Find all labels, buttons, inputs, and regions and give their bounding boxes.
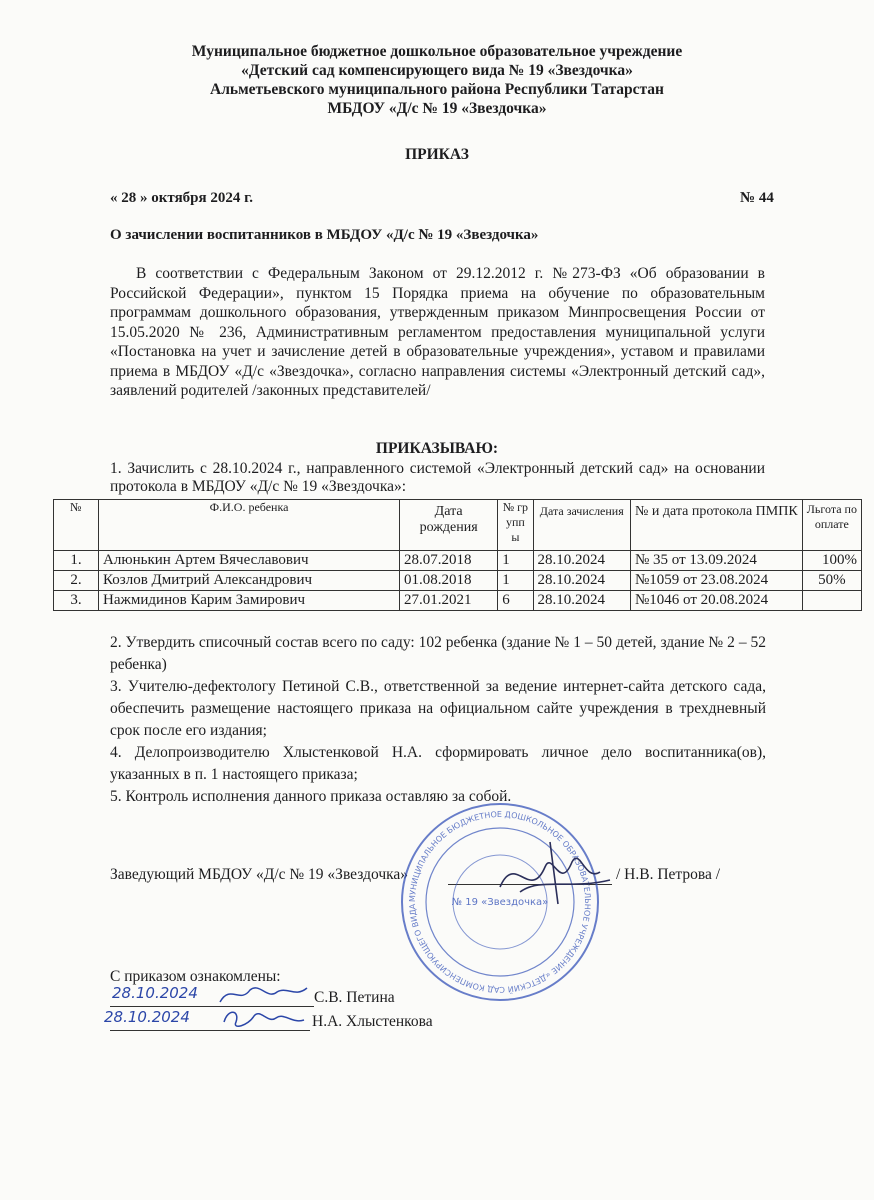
enrollment-table [53, 499, 862, 611]
group-number: 1 [498, 571, 533, 591]
header-line: МБДОУ «Д/с № 19 «Звездочка» [327, 100, 547, 117]
payment-benefit: 50% [802, 571, 861, 591]
column-header: № [54, 500, 99, 551]
table-row [54, 591, 862, 611]
stamp-ring-text: МУНИЦИПАЛЬНОЕ БЮДЖЕТНОЕ ДОШКОЛЬНОЕ ОБРАЗОВАТЕЛЬНОЕ УЧРЕЖДЕНИЕ «ДЕТСКИЙ САД КОМПЕНСИРУЮЩЕГО ВИДА [407, 809, 593, 995]
pmpk-protocol: № 35 от 13.09.2024 [630, 551, 802, 571]
pmpk-protocol: №1046 от 20.08.2024 [630, 591, 802, 611]
document-title: ПРИКАЗ [405, 146, 469, 163]
ack-person-name: Н.А. Хлыстенкова [312, 1013, 433, 1030]
order-basis: В соответствии с Федеральным Законом от 29.12.2012 г. №273-ФЗ «Об образовании в Российской Федерации», пунктом 15 Порядка приема на обучение по образовательным программам дошкольного образования, утвержденным приказом Минпросвещения России от 15.05.2020 № 236, Административным регламентом предоставления муниципальной услуги «Постановка на учет и зачисление детей в образовательные учреждения», уставом и правилами приема в МБДОУ «Д/с «Звездочка», согласно направления системы «Электронный детский сад», заявлений родителей /законных представителей/ [110, 265, 765, 399]
order-subject: О зачислении воспитанников в МБДОУ «Д/с № 19 «Звездочка» [110, 227, 539, 243]
order-date: « 28 » октября 2024 г. [110, 190, 254, 206]
order-number: № 44 [740, 190, 774, 206]
header-line: «Детский сад компенсирующего вида № 19 «Звездочка» [241, 62, 633, 79]
handwritten-date: 28.10.2024 [104, 1008, 190, 1026]
column-header: № и дата протокола ПМПК [630, 500, 802, 551]
child-name: Алюнькин Артем Вячеславович [99, 551, 400, 571]
table-header-row [54, 500, 862, 551]
column-header: Дата рождения [400, 500, 498, 551]
order-item-1: 1. Зачислить с 28.10.2024 г., направленного системой «Электронный детский сад» на основании протокола в МБДОУ «Д/с № 19 «Звездочка»: [110, 460, 765, 495]
group-number: 1 [498, 551, 533, 571]
pmpk-protocol: №1059 от 23.08.2024 [630, 571, 802, 591]
birth-date: 27.01.2021 [400, 591, 498, 611]
column-header: Дата зачисления [533, 500, 630, 551]
signatory-position: Заведующий МБДОУ «Д/с № 19 «Звездочка» [110, 866, 409, 883]
order-heading: ПРИКАЗЫВАЮ: [375, 440, 499, 457]
enrollment-date: 28.10.2024 [533, 551, 630, 571]
table-row [54, 551, 862, 571]
signatory-name: / Н.В. Петрова / [616, 866, 721, 883]
enrollment-date: 28.10.2024 [533, 571, 630, 591]
ack-person-name: С.В. Петина [314, 989, 395, 1006]
row-number: 1. [54, 551, 99, 571]
table-row [54, 571, 862, 591]
child-name: Козлов Дмитрий Александрович [99, 571, 400, 591]
column-header: № группы [498, 500, 533, 551]
payment-benefit: 100% [802, 551, 861, 571]
organization-header [0, 42, 874, 118]
stamp-center-text: № 19 «Звездочка» [451, 897, 549, 908]
child-name: Нажмидинов Карим Замирович [99, 591, 400, 611]
column-header: Ф.И.О. ребенка [99, 500, 400, 551]
header-line: Муниципальное бюджетное дошкольное образовательное учреждение [191, 43, 683, 60]
row-number: 2. [54, 571, 99, 591]
birth-date: 28.07.2018 [400, 551, 498, 571]
header-line: Альметьевского муниципального района Республики Татарстан [210, 81, 664, 98]
group-number: 6 [498, 591, 533, 611]
acknowledgement-label: С приказом ознакомлены: [110, 968, 281, 985]
ack-signature-line [110, 1030, 310, 1031]
order-items [110, 632, 766, 808]
order-item-5: 5. Контроль исполнения данного приказа оставляю за собой. [110, 788, 512, 805]
order-item-3: 3. Учителю-дефектологу Петиной С.В., ответственной за ведение интернет-сайта детского сада, обеспечить размещение настоящего приказа на официальном сайте учреждения в трехдневный срок после его издания; [110, 678, 766, 739]
payment-benefit [802, 591, 861, 611]
director-signature [490, 832, 620, 912]
order-item-4: 4. Делопроизводителю Хлыстенковой Н.А. сформировать личное дело воспитанника(ов), указанных в п. 1 настоящего приказа; [110, 744, 766, 783]
handwritten-date: 28.10.2024 [112, 984, 198, 1002]
row-number: 3. [54, 591, 99, 611]
column-header: Льгота по оплате [802, 500, 861, 551]
handwritten-signature [218, 1004, 310, 1032]
order-item-2: 2. Утвердить списочный состав всего по саду: 102 ребенка (здание № 1 – 50 детей, здание № 2 – 52 ребенка) [110, 634, 766, 673]
birth-date: 01.08.2018 [400, 571, 498, 591]
enrollment-date: 28.10.2024 [533, 591, 630, 611]
